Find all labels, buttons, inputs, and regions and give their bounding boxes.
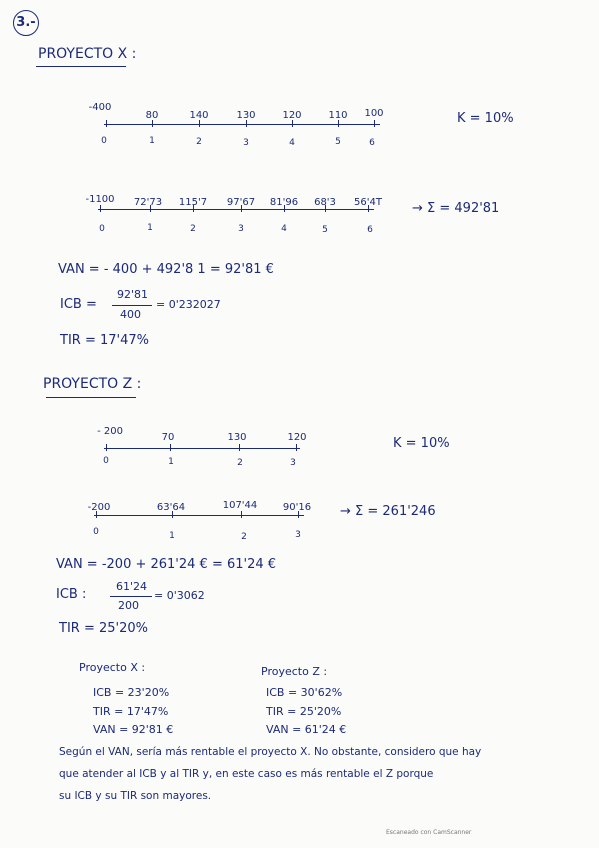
- tl-value: 70: [161, 432, 175, 443]
- tl-index: 2: [237, 458, 243, 468]
- tl-value: 72'73: [133, 197, 163, 208]
- proyecto-x-k: K = 10%: [457, 111, 514, 126]
- tl-value: 81'96: [269, 197, 299, 208]
- tl-index: 2: [190, 224, 196, 234]
- tl-value: 120: [287, 432, 307, 443]
- tl-index: 4: [289, 138, 295, 148]
- proyecto-x-tir: TIR = 17'47%: [60, 333, 149, 348]
- tl-index: 1: [169, 531, 175, 541]
- tl-value: 100: [364, 108, 384, 119]
- tl-value: 68'3: [314, 197, 336, 208]
- tl-value: 80: [145, 110, 159, 121]
- proyecto-x-heading: PROYECTO X :: [38, 46, 137, 62]
- tl-index: 6: [367, 225, 373, 235]
- tl-value: -400: [88, 102, 112, 113]
- tl-index: 3: [295, 530, 301, 540]
- tl-value: - 200: [97, 426, 123, 437]
- proyecto-z-tir: TIR = 25'20%: [59, 621, 148, 636]
- proyecto-z-k: K = 10%: [393, 436, 450, 451]
- proyecto-z-van: VAN = -200 + 261'24 € = 61'24 €: [56, 557, 277, 572]
- tl-index: 4: [281, 224, 287, 234]
- tl-value: 120: [282, 110, 302, 121]
- proyecto-x-underline: [36, 66, 126, 67]
- tl-index: 1: [147, 223, 153, 233]
- tl-value: -200: [87, 502, 111, 513]
- tl-value: 140: [189, 110, 209, 121]
- tl-value: 56'4T: [354, 197, 382, 208]
- tl-index: 3: [290, 458, 296, 468]
- handwritten-page: 3.- PROYECTO X : -400 80 140 130 120 110 100 0 1 2 3 4 5 6 K = 10% -1100 72'73 115'7 97'67 81'96 68'3 56'4T 0 1 2 3 4 5 6 → Σ = 492'81 VAN = - 400 + 492'8 1 = 92'81 € ICB = 92'81 400 = 0'232027 TIR = 17'47% PROYECTO Z : - 200 70 130 120 0 1 2 3 K = 10% -200 63'64 107'44 90'16 0 1 2 3 → Σ = 261'246 VAN = -200 + 261'24 € = 61'24 € ICB : 61'24 200 = 0'3062 TIR = 25'20% Proyecto X : ICB = 23'20% TIR = 17'47% VAN = 92'81 € Proyecto Z : ICB = 30'62% TIR = 25'20% VAN = 61'24 € Según el VAN, sería más rentable el proyecto X. No obstante, considero que hay que atender al ICB y al TIR y, en este caso es más rentable el Z porque su ICB y su TIR son mayores. Escaneado con CamScanner: [0, 0, 599, 848]
- tl-index: 0: [99, 224, 105, 234]
- tl-index: 1: [168, 457, 174, 467]
- tl-index: 0: [103, 456, 109, 466]
- proyecto-x-sum: → Σ = 492'81: [412, 201, 500, 216]
- tl-value: 90'16: [282, 502, 312, 513]
- tl-index: 0: [93, 527, 99, 537]
- tl-index: 3: [238, 224, 244, 234]
- proyecto-z-sum: → Σ = 261'246: [340, 504, 436, 519]
- tl-value: 97'67: [226, 197, 256, 208]
- tl-index: 2: [196, 137, 202, 147]
- tl-index: 2: [241, 532, 247, 542]
- tl-index: 6: [369, 138, 375, 148]
- proyecto-z-underline: [46, 397, 136, 398]
- tl-index: 0: [101, 136, 107, 146]
- tl-value: 115'7: [178, 197, 208, 208]
- tl-value: -1100: [85, 194, 115, 205]
- tl-index: 1: [149, 136, 155, 146]
- proyecto-z-heading: PROYECTO Z :: [43, 376, 142, 392]
- tl-value: 130: [227, 432, 247, 443]
- tl-index: 3: [243, 138, 249, 148]
- scanner-footer: Escaneado con CamScanner: [386, 829, 472, 836]
- tl-index: 5: [322, 225, 328, 235]
- exercise-number: 3.-: [13, 10, 39, 36]
- tl-value: 110: [328, 110, 348, 121]
- tl-index: 5: [335, 137, 341, 147]
- tl-value: 107'44: [222, 500, 258, 511]
- tl-value: 63'64: [156, 502, 186, 513]
- tl-value: 130: [236, 110, 256, 121]
- proyecto-x-van: VAN = - 400 + 492'8 1 = 92'81 €: [58, 262, 274, 277]
